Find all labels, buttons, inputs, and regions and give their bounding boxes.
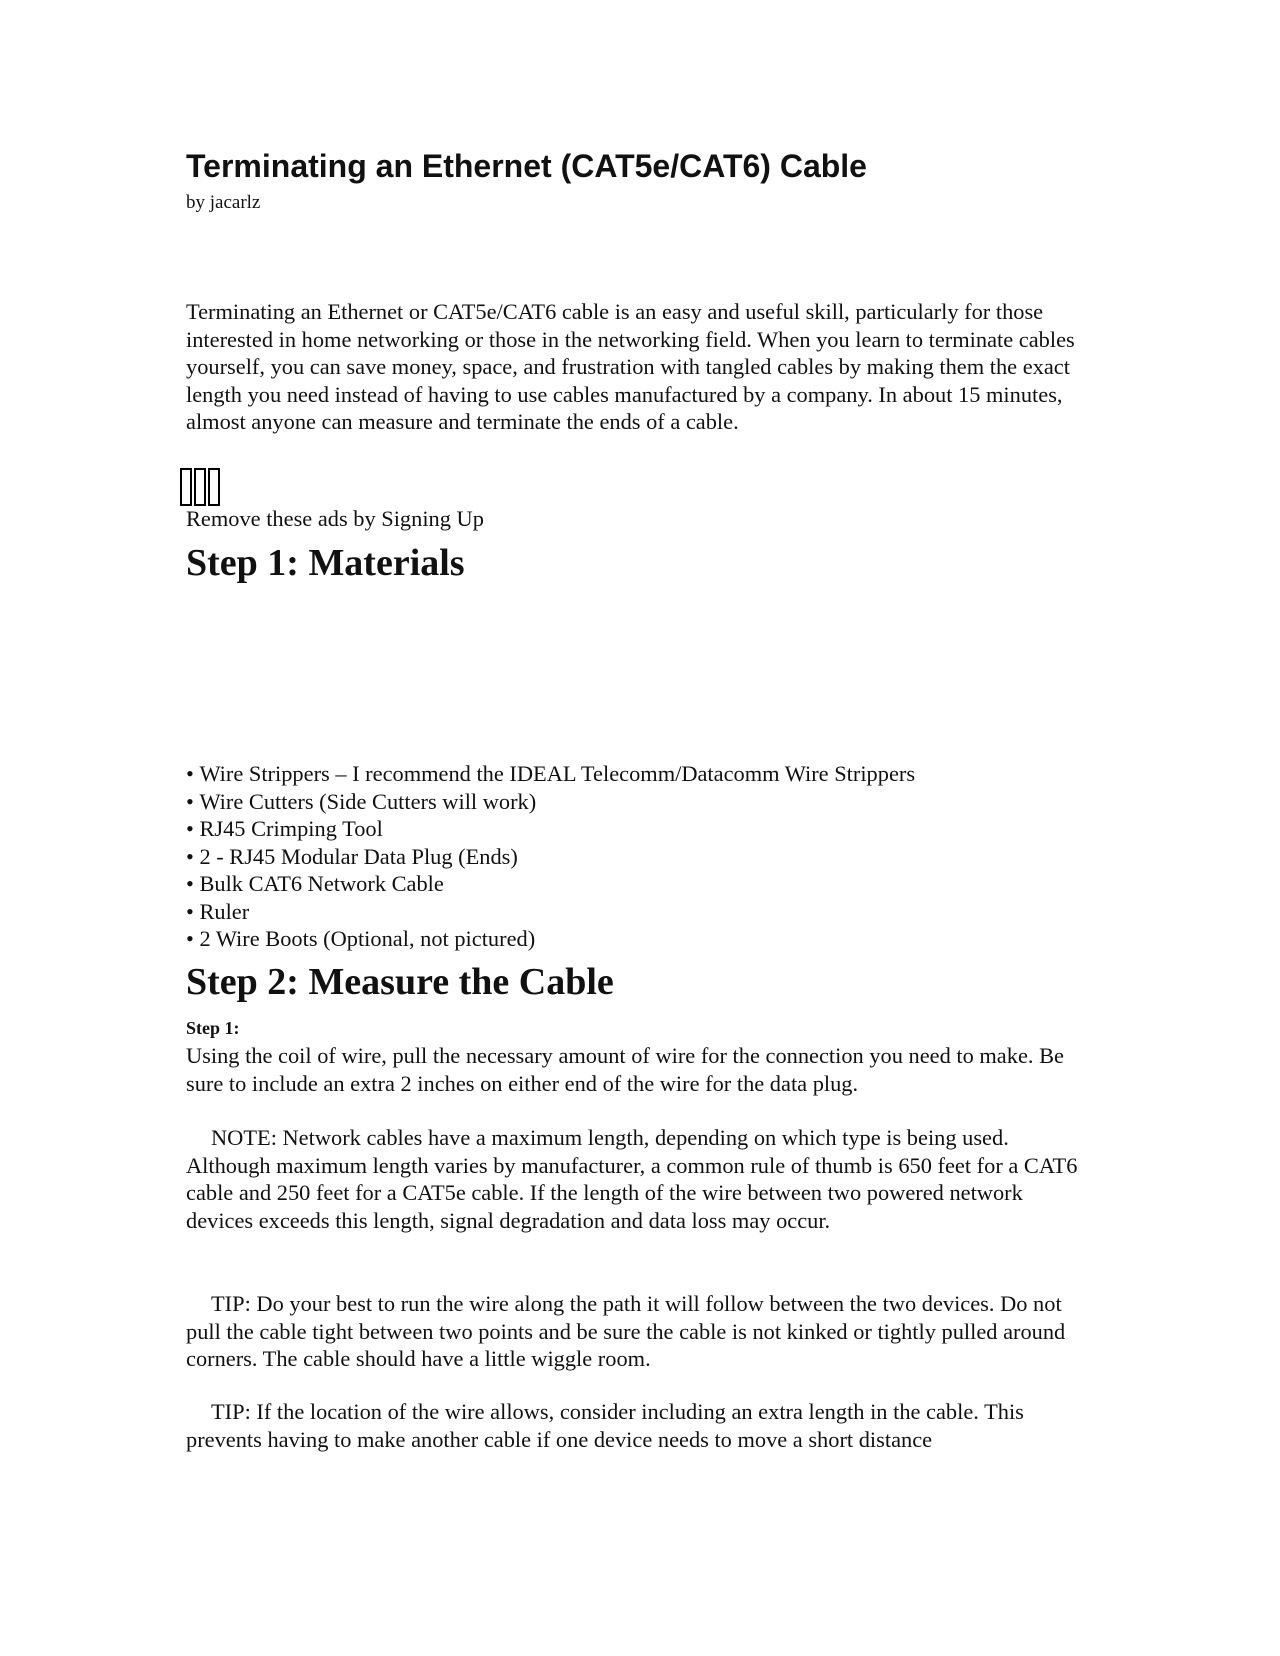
document-title: Terminating an Ethernet (CAT5e/CAT6) Cable: [186, 148, 867, 184]
intro-paragraph: Terminating an Ethernet or CAT5e/CAT6 cable is an easy and useful skill, particularly for those interested in home networking or those in the networking field. When you learn to terminate cables yourself, you can save money, space, and frustration with tangled cables by making them the exact length you need instead of having to use cables manufactured by a company. In about 15 minutes, almost anyone can measure and terminate the ends of a cable.: [186, 299, 1075, 434]
ad-removal-notice: Remove these ads by Signing Up: [186, 506, 484, 531]
list-item: • 2 Wire Boots (Optional, not pictured): [186, 925, 915, 953]
list-item: • 2 - RJ45 Modular Data Plug (Ends): [186, 843, 915, 871]
step-2-body-paragraph: Using the coil of wire, pull the necessary amount of wire for the connection you need to make. Be sure to include an extra 2 inches on either end of the wire for the data plug.: [186, 1043, 1064, 1096]
materials-list: [186, 760, 915, 953]
list-item: • RJ45 Crimping Tool: [186, 815, 915, 843]
tip-paragraph-2: TIP: If the location of the wire allows, consider including an extra length in the cable. This prevents having to make another cable if one device needs to move a short distance: [186, 1399, 1024, 1452]
list-item: • Bulk CAT6 Network Cable: [186, 870, 915, 898]
missing-glyph-icon: [180, 468, 222, 504]
list-item: • Ruler: [186, 898, 915, 926]
materials-image-placeholder: [186, 600, 1086, 750]
tip-paragraph-1: TIP: Do your best to run the wire along the path it will follow between the two devices. Do not pull the cable tight between two points and be sure the cable is not kinked or tightly pulled around corners. The cable should have a little wiggle room.: [186, 1291, 1066, 1371]
note-paragraph: NOTE: Network cables have a maximum length, depending on which type is being used. Although maximum length varies by manufacturer, a common rule of thumb is 650 feet for a CAT6 cable and 250 feet for a CAT5e cable. If the length of the wire between two powered network devices exceeds this length, signal degradation and data loss may occur.: [186, 1125, 1078, 1233]
list-item: • Wire Strippers – I recommend the IDEAL Telecomm/Datacomm Wire Strippers: [186, 760, 915, 788]
step-1-heading: Step 1: Materials: [186, 542, 465, 584]
step-2-heading: Step 2: Measure the Cable: [186, 961, 614, 1003]
list-item: • Wire Cutters (Side Cutters will work): [186, 788, 915, 816]
document-page: [186, 0, 1086, 1656]
author-byline: by jacarlz: [186, 192, 261, 213]
substep-label: Step 1:: [186, 1018, 240, 1038]
